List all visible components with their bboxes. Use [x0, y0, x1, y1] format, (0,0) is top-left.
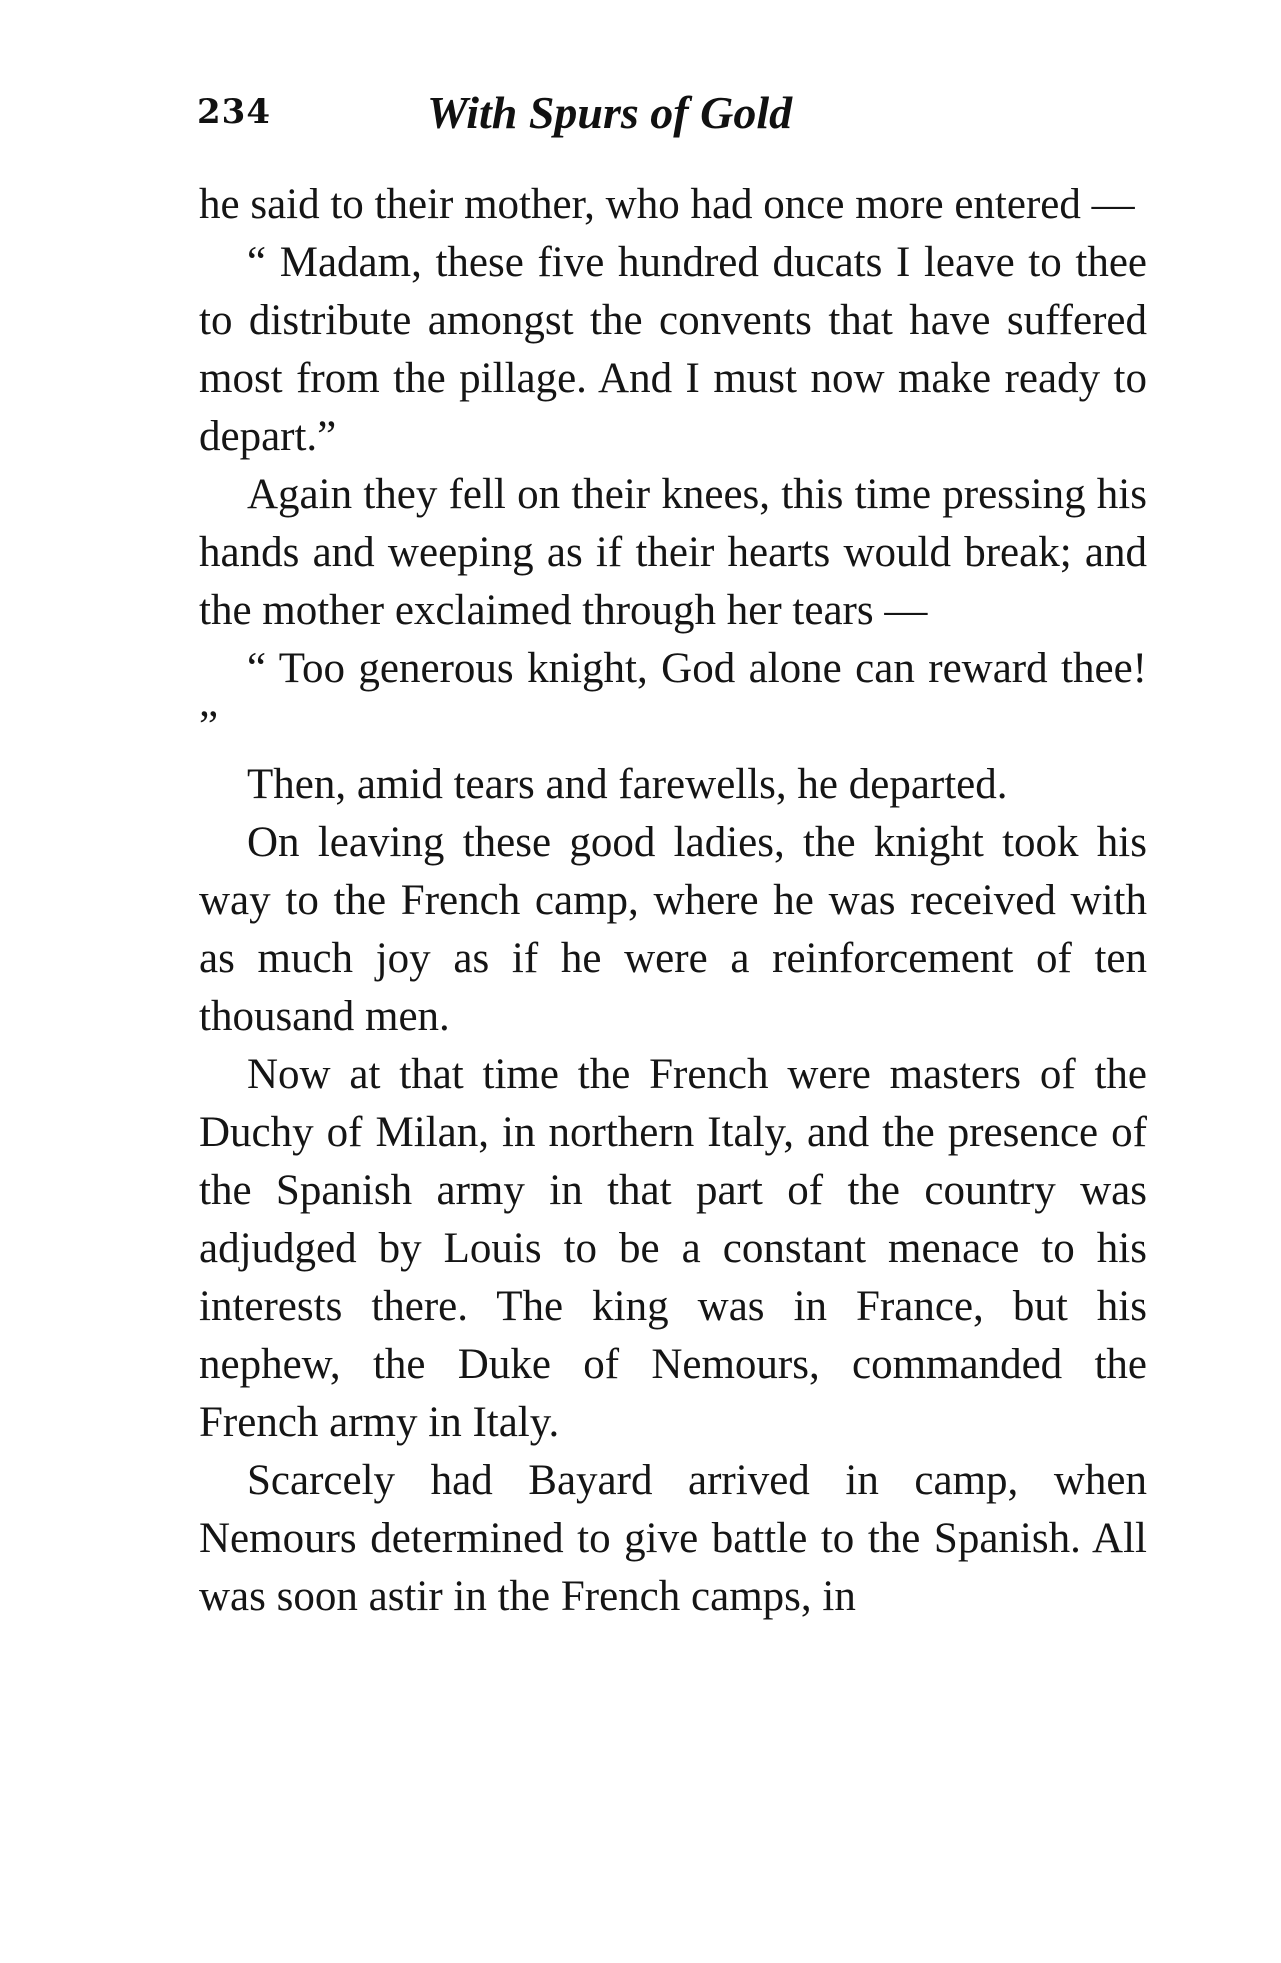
paragraph: Now at that time the French were masters of the Duchy of Milan, in northern Italy, and the presence of the Spanish army in that part of the country was adjudged by Louis to be a constant menace to his interests there. The king was in France, but his nephew, the Duke of Nemours, commanded the French army in Italy.	[199, 1051, 1147, 1446]
paragraph: “ Madam, these five hundred ducats I leave to thee to distribute amongst the convents that have suffered most from the pillage. And I must now make ready to depart.”	[199, 239, 1147, 460]
paragraph: he said to their mother, who had once more entered —	[199, 181, 1135, 228]
paragraph: “ Too generous knight, God alone can reward thee! ”	[199, 645, 1147, 750]
paragraph: Then, amid tears and farewells, he departed.	[247, 761, 1008, 808]
page-number: 234	[197, 92, 271, 132]
body-text	[199, 176, 1147, 1626]
running-title: With Spurs of Gold	[427, 87, 793, 138]
page-header	[197, 87, 1147, 152]
paragraph: Again they fell on their knees, this time pressing his hands and weeping as if their hearts would break; and the mother exclaimed through her tears —	[199, 471, 1147, 634]
paragraph: On leaving these good ladies, the knight took his way to the French camp, where he was received with as much joy as if he were a reinforcement of ten thousand men.	[199, 819, 1147, 1040]
paragraph: Scarcely had Bayard arrived in camp, when Nemours determined to give battle to the Spanish. All was soon astir in the French camps, in	[199, 1457, 1147, 1620]
